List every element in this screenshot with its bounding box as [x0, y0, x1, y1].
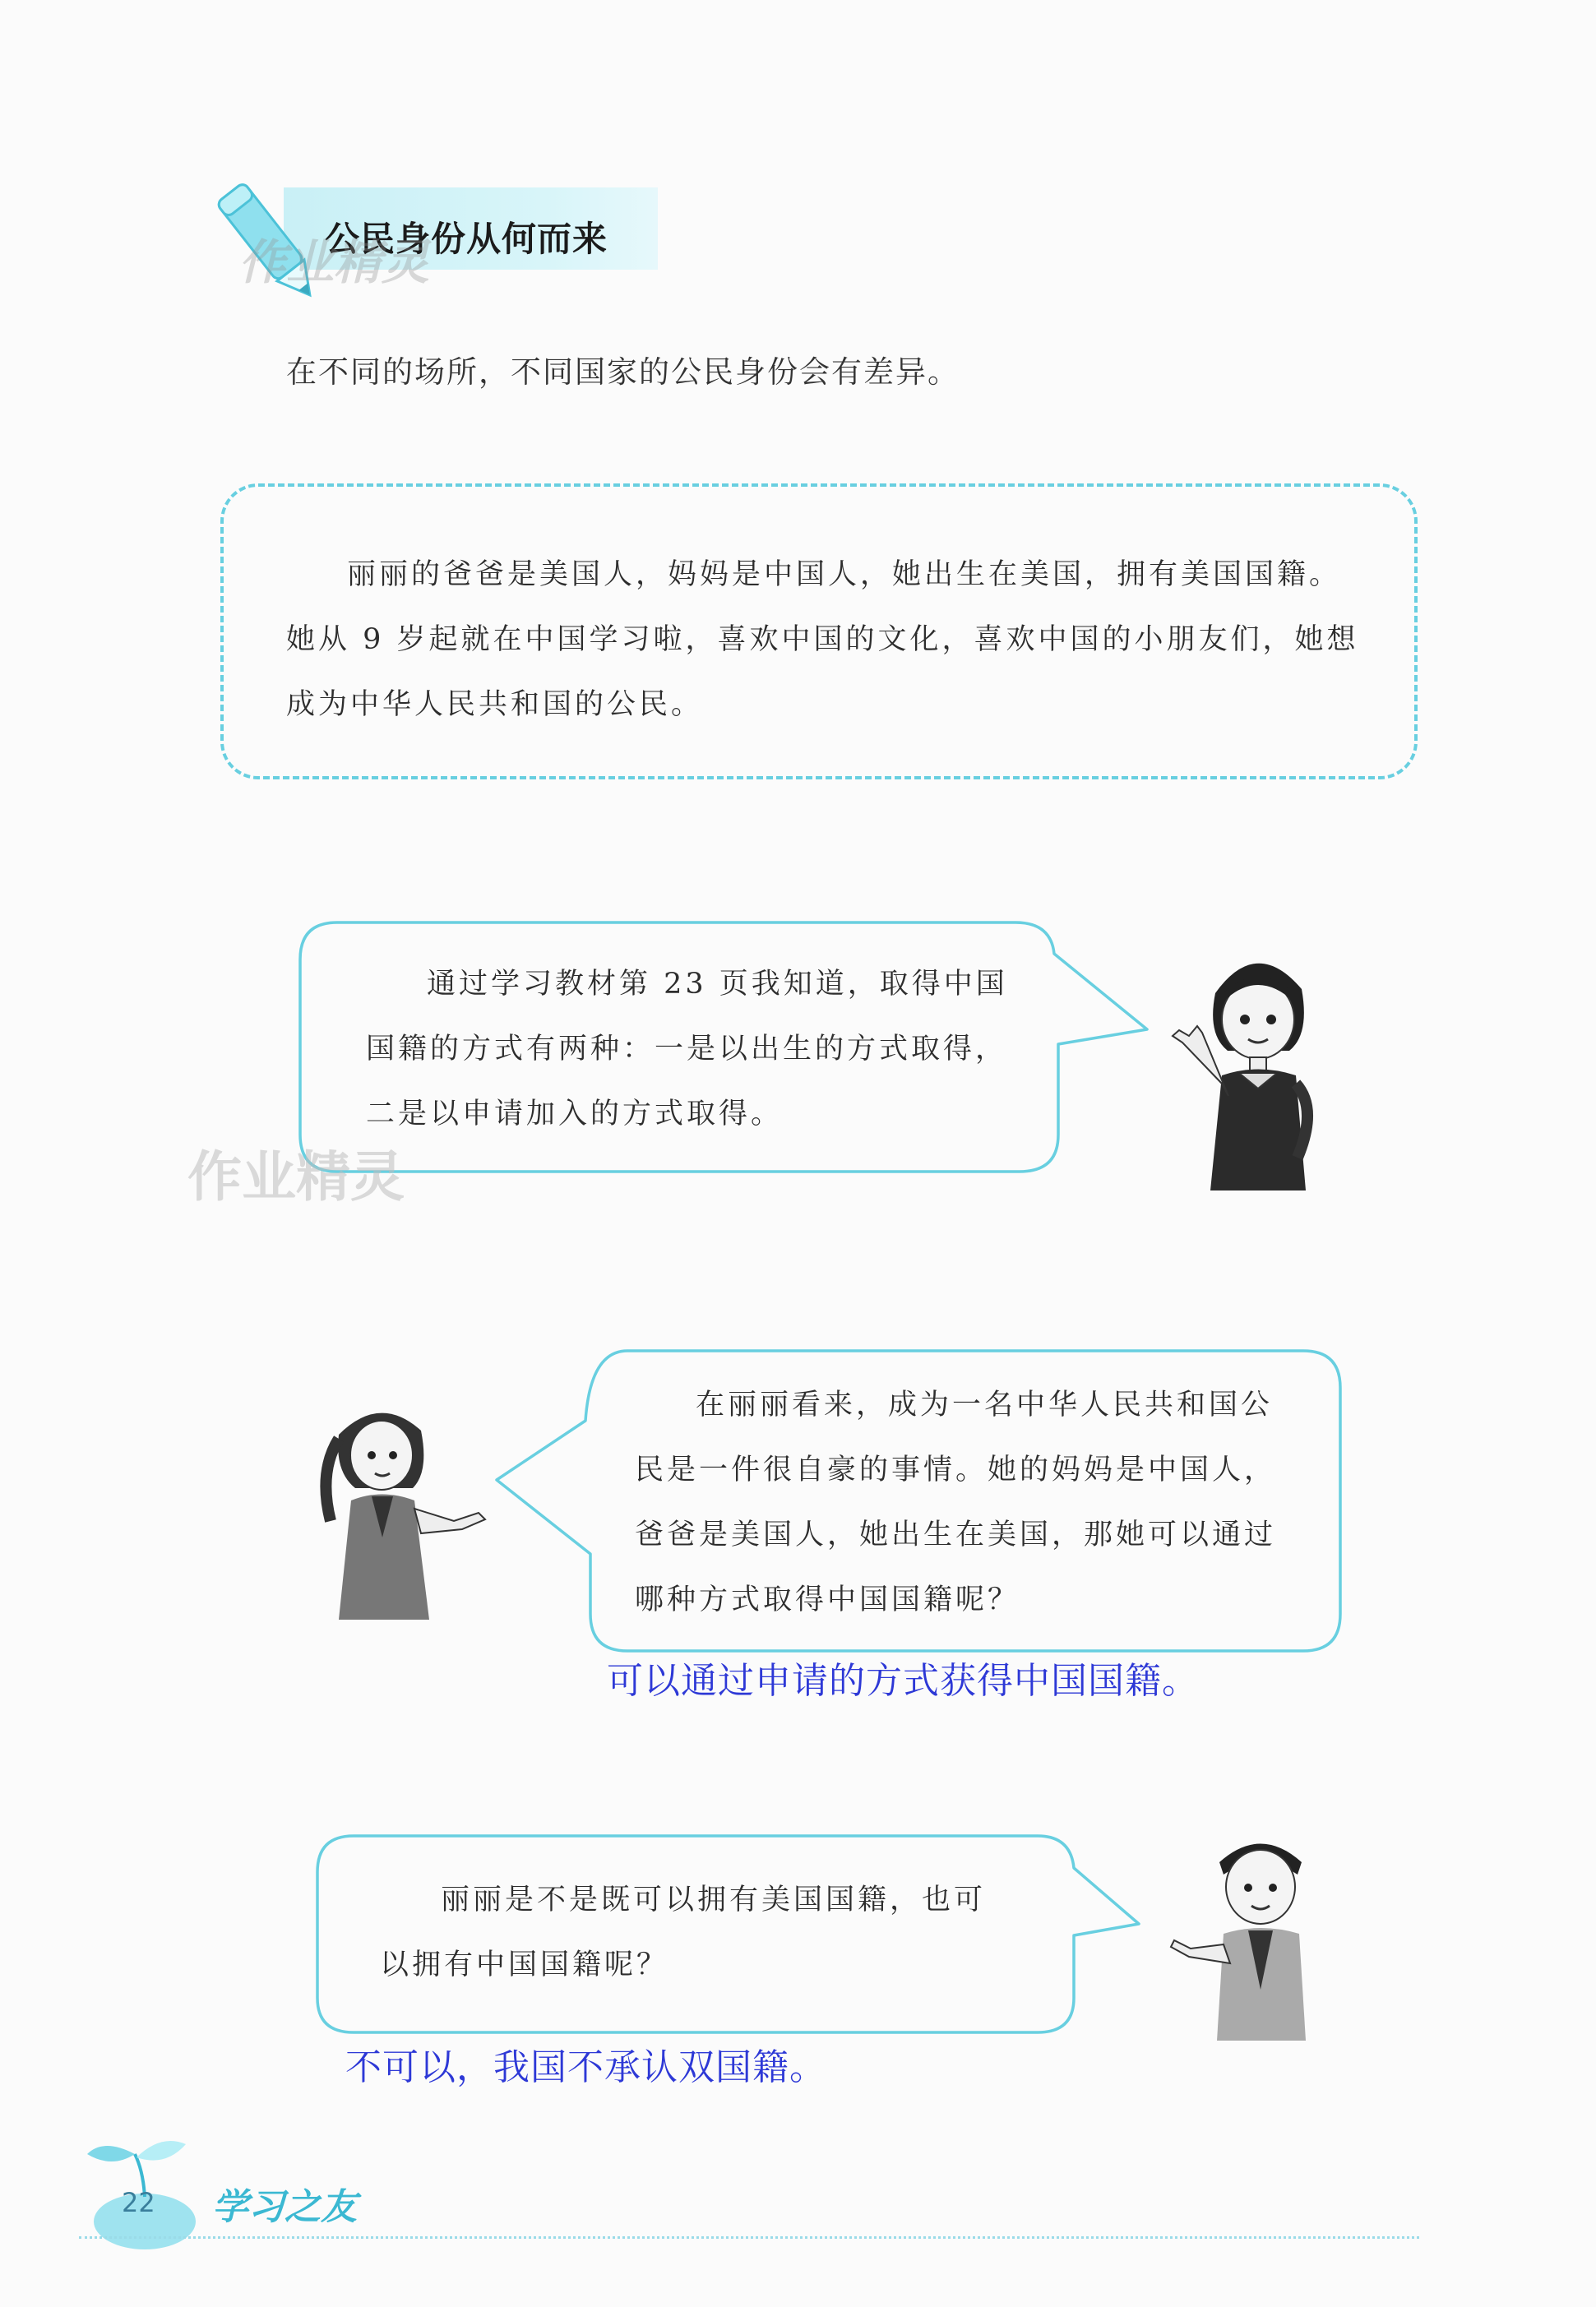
bubble-line: 二是以申请加入的方式取得。: [366, 1098, 784, 1130]
watermark-mid: 作业精灵: [187, 1145, 405, 1209]
story-line: 丽丽的爸爸是美国人，妈妈是中国人，她出生在美国，拥有美国国籍。: [347, 558, 1342, 591]
bubble-1-text: [366, 952, 1024, 1147]
bubble-line: 以拥有中国国籍呢？: [380, 1949, 669, 1981]
intro-text: 在不同的场所，不同国家的公民身份会有差异。: [286, 354, 960, 390]
bubble-line: 民是一件很自豪的事情。她的妈妈是中国人，: [635, 1454, 1277, 1486]
boy-character-illustration: [1166, 1825, 1355, 2047]
bubble-3-text: [380, 1868, 1062, 1998]
footer-brand: 学习之友: [212, 2186, 357, 2228]
story-line: 她从 9 岁起就在中国学习啦，喜欢中国的文化，喜欢中国的小朋友们，她想: [286, 623, 1359, 656]
bubble-line: 通过学习教材第 23 页我知道，取得中国: [427, 968, 1008, 1001]
story-line: 成为中华人民共和国的公民。: [286, 688, 704, 721]
bubble-line: 哪种方式取得中国国籍呢？: [635, 1583, 1020, 1616]
watermark: 作业精灵: [238, 234, 430, 290]
bubble-line: 丽丽是不是既可以拥有美国国籍，也可: [441, 1884, 987, 1916]
bubble-line: 在丽丽看来，成为一名中华人民共和国公: [696, 1389, 1274, 1422]
footer-divider: [79, 2236, 1419, 2239]
page-number: 22: [122, 2187, 155, 2218]
answer-2: 不可以，我国不承认双国籍。: [345, 2046, 826, 2088]
answer-1: 可以通过申请的方式获得中国国籍。: [607, 1660, 1199, 1702]
bubble-line: 国籍的方式有两种：一是以出生的方式取得，: [366, 1033, 1008, 1066]
bubble-2-text: [635, 1373, 1317, 1633]
section-title: 公民身份从何而来: [325, 219, 608, 259]
ponytail-girl-illustration: [306, 1398, 503, 1636]
bubble-line: 爸爸是美国人，她出生在美国，那她可以通过: [635, 1519, 1277, 1551]
girl-character-illustration: [1158, 944, 1355, 1215]
